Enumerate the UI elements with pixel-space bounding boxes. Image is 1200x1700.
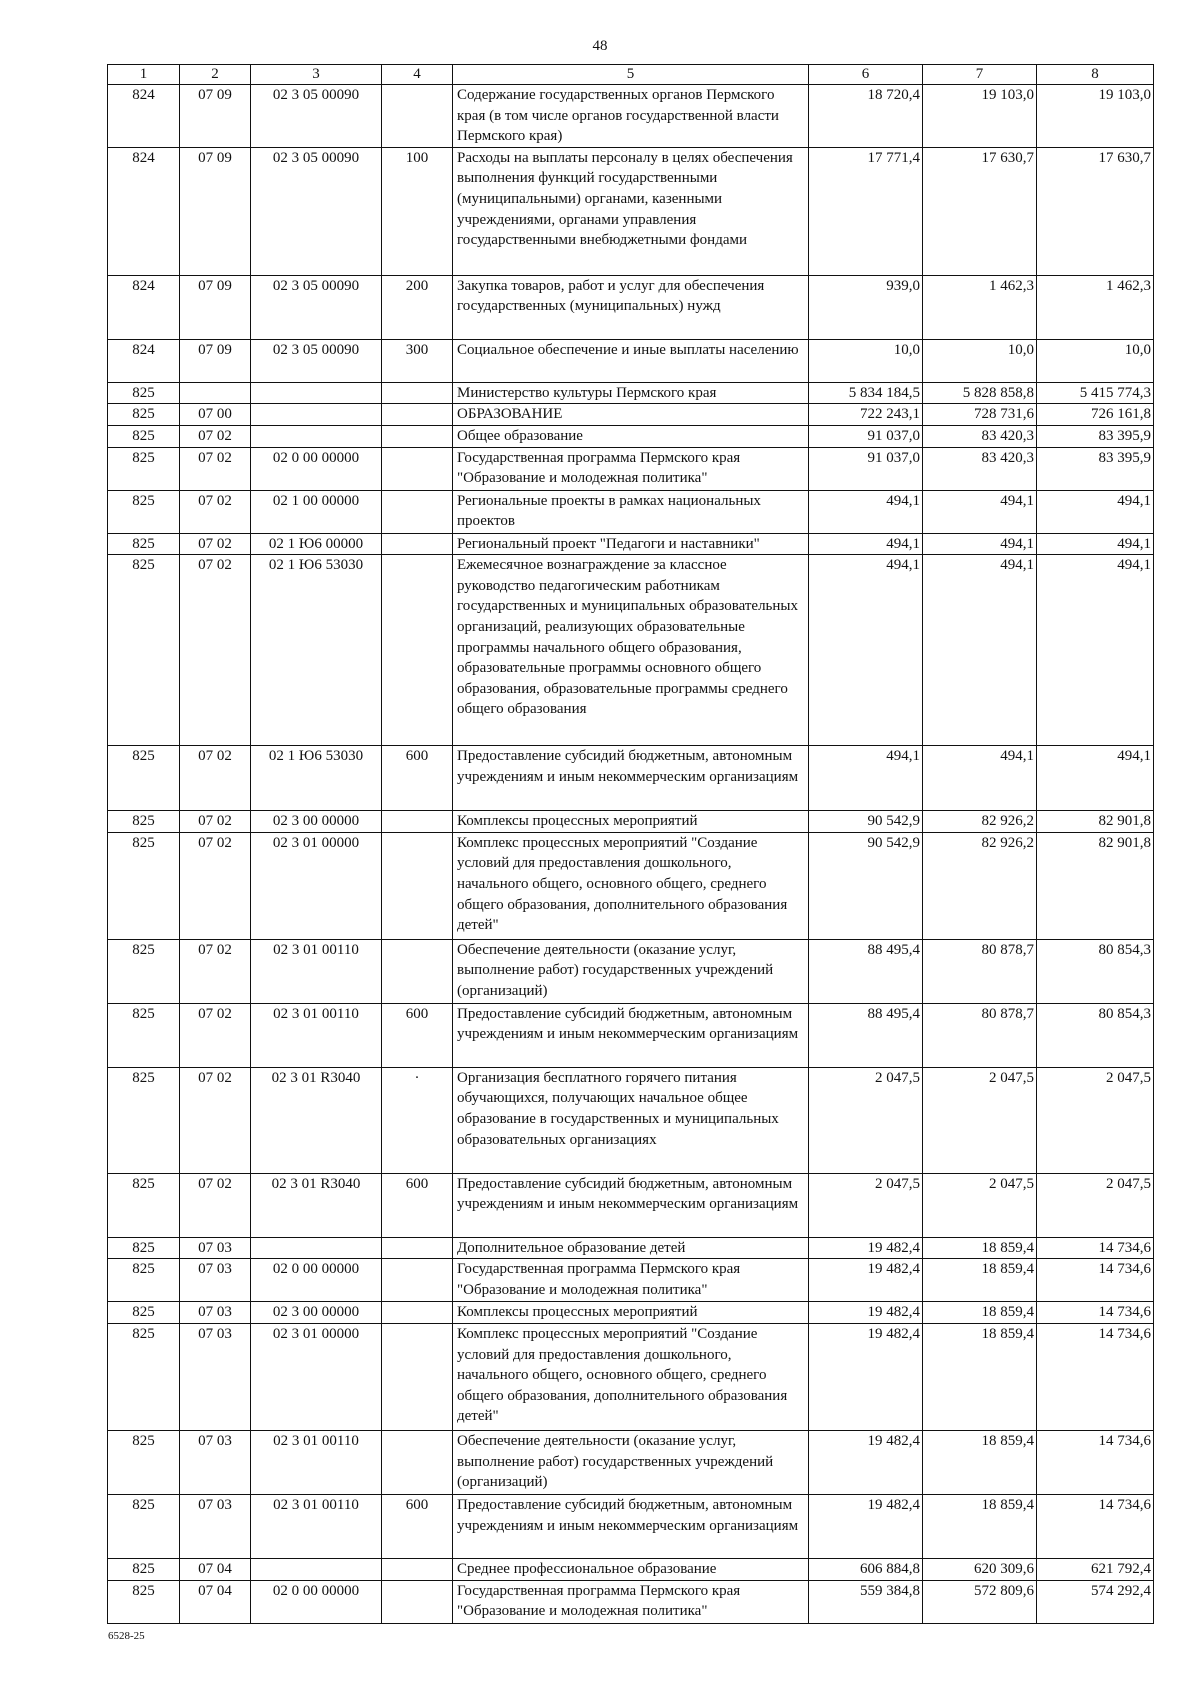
table-row [108,1067,1154,1173]
amount-2027-cell: 2 047,5 [1037,1067,1154,1173]
amount-2025-cell: 722 243,1 [809,404,923,426]
description-cell: Комплексы процессных мероприятий [453,1302,809,1324]
column-header-3: 3 [251,65,382,85]
target-article-cell [251,382,382,404]
section-code-cell: 07 02 [180,490,251,533]
grbs-code-cell: 825 [108,811,180,833]
target-article-cell: 02 3 05 00090 [251,147,382,275]
section-code-cell: 07 09 [180,275,251,339]
expense-type-cell: 100 [382,147,453,275]
section-code-cell: 07 02 [180,811,251,833]
amount-2027-cell: 494,1 [1037,555,1154,746]
expense-type-cell [382,1237,453,1259]
column-header-8: 8 [1037,65,1154,85]
section-code-cell: 07 02 [180,425,251,447]
grbs-code-cell: 825 [108,1430,180,1494]
amount-2026-cell: 82 926,2 [923,811,1037,833]
table-row [108,811,1154,833]
section-code-cell: 07 00 [180,404,251,426]
expense-type-cell [382,1259,453,1302]
column-header-2: 2 [180,65,251,85]
target-article-cell: 02 0 00 00000 [251,1259,382,1302]
description-cell: Предоставление субсидий бюджетным, автономным учреждениям и иным некоммерческим организациям [453,1494,809,1558]
amount-2027-cell: 80 854,3 [1037,1003,1154,1067]
amount-2027-cell: 5 415 774,3 [1037,382,1154,404]
amount-2025-cell: 559 384,8 [809,1580,923,1623]
grbs-code-cell: 824 [108,85,180,148]
description-cell: Региональный проект "Педагоги и наставники" [453,533,809,555]
amount-2026-cell: 17 630,7 [923,147,1037,275]
grbs-code-cell: 825 [108,382,180,404]
amount-2026-cell: 18 859,4 [923,1302,1037,1324]
table-row [108,555,1154,746]
target-article-cell: 02 3 01 00110 [251,1494,382,1558]
amount-2027-cell: 14 734,6 [1037,1430,1154,1494]
expense-type-cell [382,1430,453,1494]
description-cell: ОБРАЗОВАНИЕ [453,404,809,426]
column-header-6: 6 [809,65,923,85]
expense-type-cell [382,404,453,426]
target-article-cell: 02 3 01 00110 [251,1430,382,1494]
expense-type-cell: 600 [382,1003,453,1067]
amount-2025-cell: 19 482,4 [809,1494,923,1558]
amount-2026-cell: 18 859,4 [923,1323,1037,1430]
section-code-cell: 07 09 [180,339,251,382]
column-header-5: 5 [453,65,809,85]
section-code-cell: 07 03 [180,1494,251,1558]
grbs-code-cell: 825 [108,555,180,746]
table-row [108,746,1154,811]
amount-2027-cell: 83 395,9 [1037,447,1154,490]
table-row [108,1580,1154,1623]
amount-2027-cell: 14 734,6 [1037,1302,1154,1324]
table-row [108,447,1154,490]
expense-type-cell: 600 [382,1494,453,1558]
table-row [108,1259,1154,1302]
amount-2025-cell: 10,0 [809,339,923,382]
grbs-code-cell: 825 [108,1580,180,1623]
description-cell: Содержание государственных органов Пермского края (в том числе органов государственной власти Пермского края) [453,85,809,148]
section-code-cell: 07 02 [180,1003,251,1067]
amount-2026-cell: 18 859,4 [923,1430,1037,1494]
target-article-cell: 02 3 01 00110 [251,939,382,1003]
section-code-cell: 07 02 [180,533,251,555]
table-row [108,1494,1154,1558]
grbs-code-cell: 825 [108,832,180,939]
section-code-cell: 07 02 [180,1067,251,1173]
section-code-cell: 07 02 [180,939,251,1003]
table-row [108,1302,1154,1324]
description-cell: Министерство культуры Пермского края [453,382,809,404]
grbs-code-cell: 825 [108,404,180,426]
grbs-code-cell: 825 [108,1237,180,1259]
expense-type-cell [382,382,453,404]
amount-2026-cell: 572 809,6 [923,1580,1037,1623]
section-code-cell: 07 03 [180,1302,251,1324]
amount-2025-cell: 90 542,9 [809,811,923,833]
target-article-cell [251,404,382,426]
document-id: 6528-25 [108,1630,145,1642]
amount-2025-cell: 494,1 [809,533,923,555]
target-article-cell: 02 1 Ю6 00000 [251,533,382,555]
expense-type-cell [382,555,453,746]
description-cell: Расходы на выплаты персоналу в целях обеспечения выполнения функций государственными (муниципальными) органами, казенными учреждениями, органами управления государственными внебюджетными фондами [453,147,809,275]
target-article-cell [251,1237,382,1259]
amount-2026-cell: 494,1 [923,490,1037,533]
section-code-cell: 07 03 [180,1237,251,1259]
amount-2025-cell: 88 495,4 [809,1003,923,1067]
target-article-cell: 02 1 Ю6 53030 [251,555,382,746]
amount-2026-cell: 494,1 [923,555,1037,746]
amount-2026-cell: 494,1 [923,746,1037,811]
amount-2026-cell: 80 878,7 [923,1003,1037,1067]
amount-2026-cell: 83 420,3 [923,447,1037,490]
grbs-code-cell: 825 [108,746,180,811]
section-code-cell: 07 02 [180,746,251,811]
description-cell: Комплекс процессных мероприятий "Создание условий для предоставления дошкольного, начального общего, основного общего, среднего общего образования, дополнительного образования детей" [453,1323,809,1430]
amount-2025-cell: 939,0 [809,275,923,339]
grbs-code-cell: 825 [108,1323,180,1430]
grbs-code-cell: 824 [108,147,180,275]
amount-2025-cell: 90 542,9 [809,832,923,939]
section-code-cell: 07 03 [180,1430,251,1494]
amount-2027-cell: 494,1 [1037,533,1154,555]
table-row [108,1003,1154,1067]
target-article-cell: 02 3 05 00090 [251,85,382,148]
section-code-cell: 07 04 [180,1558,251,1580]
grbs-code-cell: 824 [108,339,180,382]
amount-2026-cell: 83 420,3 [923,425,1037,447]
budget-table [107,64,1154,1624]
amount-2027-cell: 83 395,9 [1037,425,1154,447]
expense-type-cell [382,447,453,490]
table-row [108,1323,1154,1430]
grbs-code-cell: 825 [108,1003,180,1067]
amount-2027-cell: 574 292,4 [1037,1580,1154,1623]
expense-type-cell: 300 [382,339,453,382]
section-code-cell: 07 02 [180,447,251,490]
target-article-cell [251,425,382,447]
expense-type-cell [382,1323,453,1430]
amount-2027-cell: 14 734,6 [1037,1494,1154,1558]
table-row [108,533,1154,555]
amount-2025-cell: 494,1 [809,490,923,533]
expense-type-cell [382,832,453,939]
description-cell: Социальное обеспечение и иные выплаты населению [453,339,809,382]
column-header-7: 7 [923,65,1037,85]
table-row [108,1237,1154,1259]
target-article-cell: 02 3 01 00000 [251,832,382,939]
amount-2026-cell: 1 462,3 [923,275,1037,339]
amount-2026-cell: 18 859,4 [923,1237,1037,1259]
grbs-code-cell: 825 [108,425,180,447]
amount-2027-cell: 19 103,0 [1037,85,1154,148]
description-cell: Региональные проекты в рамках национальных проектов [453,490,809,533]
description-cell: Обеспечение деятельности (оказание услуг, выполнение работ) государственных учреждений (организаций) [453,939,809,1003]
target-article-cell: 02 0 00 00000 [251,447,382,490]
amount-2027-cell: 494,1 [1037,746,1154,811]
amount-2027-cell: 14 734,6 [1037,1259,1154,1302]
expense-type-cell: · [382,1067,453,1173]
amount-2027-cell: 82 901,8 [1037,811,1154,833]
description-cell: Государственная программа Пермского края "Образование и молодежная политика" [453,1580,809,1623]
expense-type-cell [382,939,453,1003]
amount-2026-cell: 18 859,4 [923,1494,1037,1558]
description-cell: Комплекс процессных мероприятий "Создание условий для предоставления дошкольного, начального общего, основного общего, среднего общего образования, дополнительного образования детей" [453,832,809,939]
amount-2027-cell: 726 161,8 [1037,404,1154,426]
amount-2027-cell: 10,0 [1037,339,1154,382]
description-cell: Предоставление субсидий бюджетным, автономным учреждениям и иным некоммерческим организациям [453,1173,809,1237]
page-number: 48 [592,38,608,54]
target-article-cell [251,1558,382,1580]
expense-type-cell [382,811,453,833]
amount-2025-cell: 494,1 [809,746,923,811]
description-cell: Комплексы процессных мероприятий [453,811,809,833]
amount-2026-cell: 494,1 [923,533,1037,555]
expense-type-cell [382,425,453,447]
section-code-cell: 07 03 [180,1323,251,1430]
expense-type-cell: 600 [382,1173,453,1237]
amount-2025-cell: 91 037,0 [809,447,923,490]
grbs-code-cell: 825 [108,1302,180,1324]
grbs-code-cell: 825 [108,1259,180,1302]
table-header-row [108,65,1154,85]
target-article-cell: 02 3 05 00090 [251,339,382,382]
amount-2025-cell: 19 482,4 [809,1323,923,1430]
description-cell: Ежемесячное вознаграждение за классное руководство педагогическим работникам государственных и муниципальных образовательных организаций, реализующих образовательные программы начального общего образования, образовательные программы основного общего образования, образовательные программы среднего общего образования [453,555,809,746]
column-header-4: 4 [382,65,453,85]
grbs-code-cell: 825 [108,490,180,533]
amount-2026-cell: 2 047,5 [923,1067,1037,1173]
table-row [108,425,1154,447]
amount-2025-cell: 19 482,4 [809,1430,923,1494]
table-row [108,404,1154,426]
expense-type-cell: 200 [382,275,453,339]
amount-2025-cell: 19 482,4 [809,1302,923,1324]
amount-2027-cell: 494,1 [1037,490,1154,533]
section-code-cell: 07 04 [180,1580,251,1623]
target-article-cell: 02 3 00 00000 [251,811,382,833]
amount-2027-cell: 82 901,8 [1037,832,1154,939]
target-article-cell: 02 3 00 00000 [251,1302,382,1324]
amount-2025-cell: 19 482,4 [809,1259,923,1302]
amount-2026-cell: 620 309,6 [923,1558,1037,1580]
table-row [108,147,1154,275]
expense-type-cell [382,490,453,533]
table-row [108,939,1154,1003]
section-code-cell: 07 09 [180,85,251,148]
amount-2025-cell: 5 834 184,5 [809,382,923,404]
grbs-code-cell: 825 [108,1494,180,1558]
table-row [108,490,1154,533]
grbs-code-cell: 825 [108,939,180,1003]
grbs-code-cell: 824 [108,275,180,339]
section-code-cell: 07 02 [180,555,251,746]
grbs-code-cell: 825 [108,1558,180,1580]
description-cell: Государственная программа Пермского края "Образование и молодежная политика" [453,1259,809,1302]
table-row [108,832,1154,939]
description-cell: Общее образование [453,425,809,447]
grbs-code-cell: 825 [108,447,180,490]
expense-type-cell [382,533,453,555]
amount-2027-cell: 14 734,6 [1037,1323,1154,1430]
description-cell: Государственная программа Пермского края "Образование и молодежная политика" [453,447,809,490]
table-row [108,1430,1154,1494]
description-cell: Предоставление субсидий бюджетным, автономным учреждениям и иным некоммерческим организациям [453,1003,809,1067]
grbs-code-cell: 825 [108,533,180,555]
expense-type-cell [382,85,453,148]
expense-type-cell [382,1580,453,1623]
section-code-cell: 07 02 [180,1173,251,1237]
expense-type-cell [382,1302,453,1324]
target-article-cell: 02 3 01 R3040 [251,1173,382,1237]
table-row [108,1173,1154,1237]
target-article-cell: 02 3 01 00110 [251,1003,382,1067]
amount-2025-cell: 91 037,0 [809,425,923,447]
target-article-cell: 02 3 01 00000 [251,1323,382,1430]
target-article-cell: 02 3 05 00090 [251,275,382,339]
table-row [108,382,1154,404]
amount-2026-cell: 80 878,7 [923,939,1037,1003]
target-article-cell: 02 3 01 R3040 [251,1067,382,1173]
amount-2027-cell: 621 792,4 [1037,1558,1154,1580]
grbs-code-cell: 825 [108,1173,180,1237]
amount-2025-cell: 88 495,4 [809,939,923,1003]
table-row [108,339,1154,382]
amount-2026-cell: 82 926,2 [923,832,1037,939]
amount-2026-cell: 19 103,0 [923,85,1037,148]
table-row [108,275,1154,339]
target-article-cell: 02 1 00 00000 [251,490,382,533]
amount-2025-cell: 606 884,8 [809,1558,923,1580]
expense-type-cell [382,1558,453,1580]
amount-2025-cell: 2 047,5 [809,1067,923,1173]
section-code-cell: 07 03 [180,1259,251,1302]
amount-2025-cell: 17 771,4 [809,147,923,275]
amount-2027-cell: 1 462,3 [1037,275,1154,339]
section-code-cell [180,382,251,404]
amount-2025-cell: 2 047,5 [809,1173,923,1237]
amount-2027-cell: 17 630,7 [1037,147,1154,275]
description-cell: Дополнительное образование детей [453,1237,809,1259]
description-cell: Обеспечение деятельности (оказание услуг, выполнение работ) государственных учреждений (организаций) [453,1430,809,1494]
description-cell: Среднее профессиональное образование [453,1558,809,1580]
amount-2026-cell: 2 047,5 [923,1173,1037,1237]
amount-2027-cell: 2 047,5 [1037,1173,1154,1237]
description-cell: Закупка товаров, работ и услуг для обеспечения государственных (муниципальных) нужд [453,275,809,339]
amount-2027-cell: 80 854,3 [1037,939,1154,1003]
table-row [108,1558,1154,1580]
amount-2026-cell: 5 828 858,8 [923,382,1037,404]
target-article-cell: 02 1 Ю6 53030 [251,746,382,811]
column-header-1: 1 [108,65,180,85]
amount-2026-cell: 728 731,6 [923,404,1037,426]
amount-2027-cell: 14 734,6 [1037,1237,1154,1259]
amount-2025-cell: 19 482,4 [809,1237,923,1259]
section-code-cell: 07 09 [180,147,251,275]
amount-2026-cell: 10,0 [923,339,1037,382]
description-cell: Предоставление субсидий бюджетным, автономным учреждениям и иным некоммерческим организациям [453,746,809,811]
amount-2025-cell: 494,1 [809,555,923,746]
target-article-cell: 02 0 00 00000 [251,1580,382,1623]
table-row [108,85,1154,148]
section-code-cell: 07 02 [180,832,251,939]
amount-2025-cell: 18 720,4 [809,85,923,148]
grbs-code-cell: 825 [108,1067,180,1173]
expense-type-cell: 600 [382,746,453,811]
description-cell: Организация бесплатного горячего питания обучающихся, получающих начальное общее образование в государственных и муниципальных образовательных организациях [453,1067,809,1173]
amount-2026-cell: 18 859,4 [923,1259,1037,1302]
